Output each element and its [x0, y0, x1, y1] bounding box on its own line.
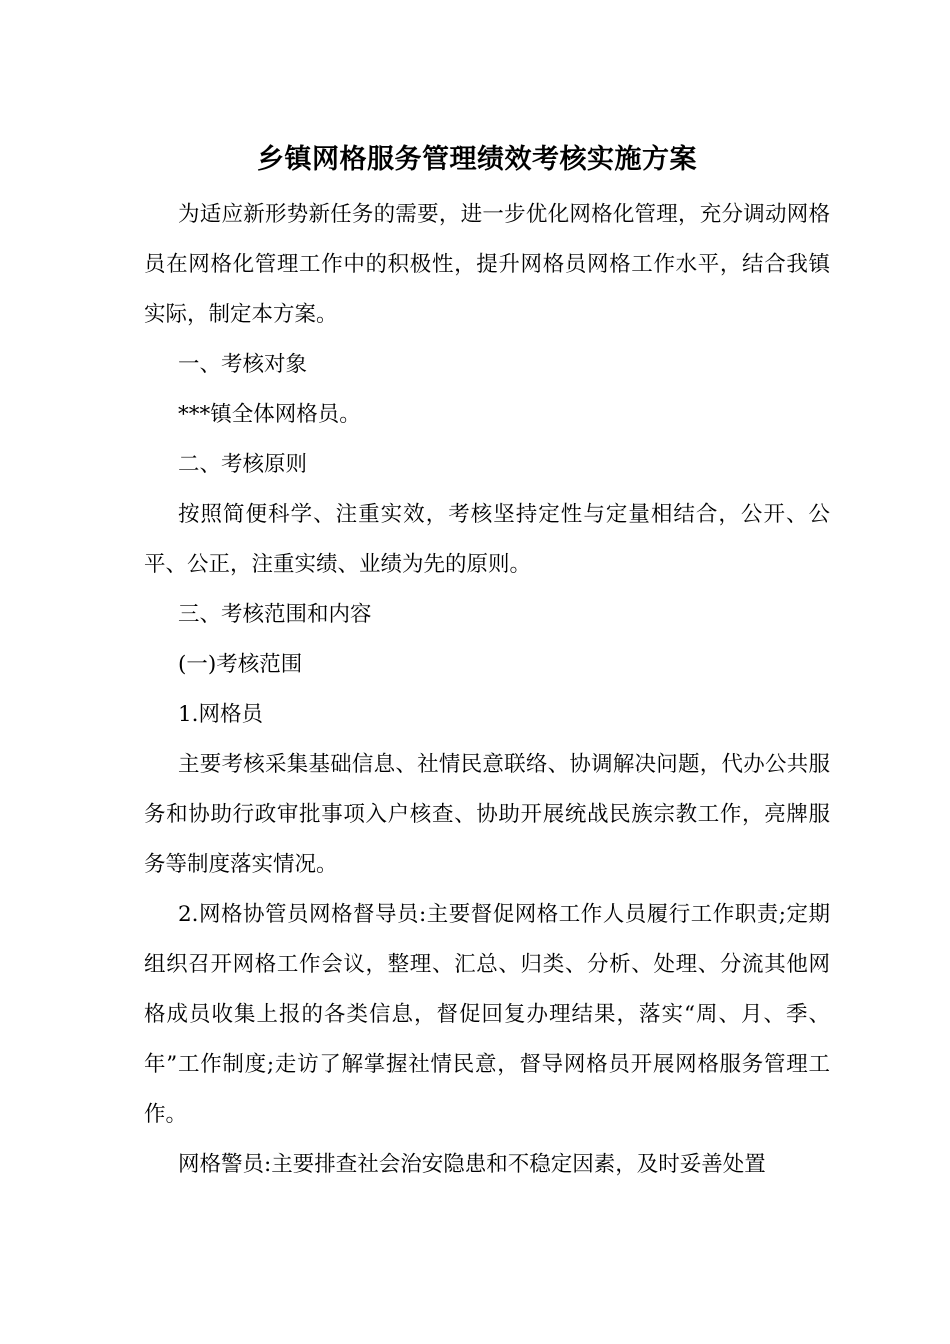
document-title: 乡镇网格服务管理绩效考核实施方案	[257, 144, 697, 175]
paragraph-grid-police: 网格警员:主要排查社会治安隐患和不稳定因素，及时妥善处置	[178, 1152, 766, 1177]
paragraph-grid-member: 主要考核采集基础信息、社情民意联络、协调解决问题，代办公共服务和协助行政审批事项入户核查、协助开展统战民族宗教工作，亮牌服务等制度落实情况。	[144, 752, 830, 877]
item-grid-member: 1.网格员	[178, 702, 264, 727]
paragraph-intro: 为适应新形势新任务的需要，进一步优化网格化管理，充分调动网格员在网格化管理工作中的积极性，提升网格员网格工作水平，结合我镇实际，制定本方案。	[144, 202, 830, 327]
document-body	[144, 190, 830, 1190]
heading-assessment-target: 一、考核对象	[178, 352, 308, 377]
paragraph-target: ***镇全体网格员。	[178, 402, 361, 427]
document-page	[144, 130, 830, 1190]
heading-assessment-principle: 二、考核原则	[178, 452, 308, 477]
paragraph-principle: 按照简便科学、注重实效，考核坚持定性与定量相结合，公开、公平、公正，注重实绩、业绩为先的原则。	[144, 502, 830, 577]
heading-scope-content: 三、考核范围和内容	[178, 602, 372, 627]
paragraph-grid-supervisor: 2.网格协管员网格督导员:主要督促网格工作人员履行工作职责;定期组织召开网格工作会议，整理、汇总、归类、分析、处理、分流其他网格成员收集上报的各类信息，督促回复办理结果，落实“周、月、季、年”工作制度;走访了解掌握社情民意，督导网格员开展网格服务管理工作。	[144, 902, 830, 1127]
subheading-scope: (一)考核范围	[178, 652, 303, 677]
